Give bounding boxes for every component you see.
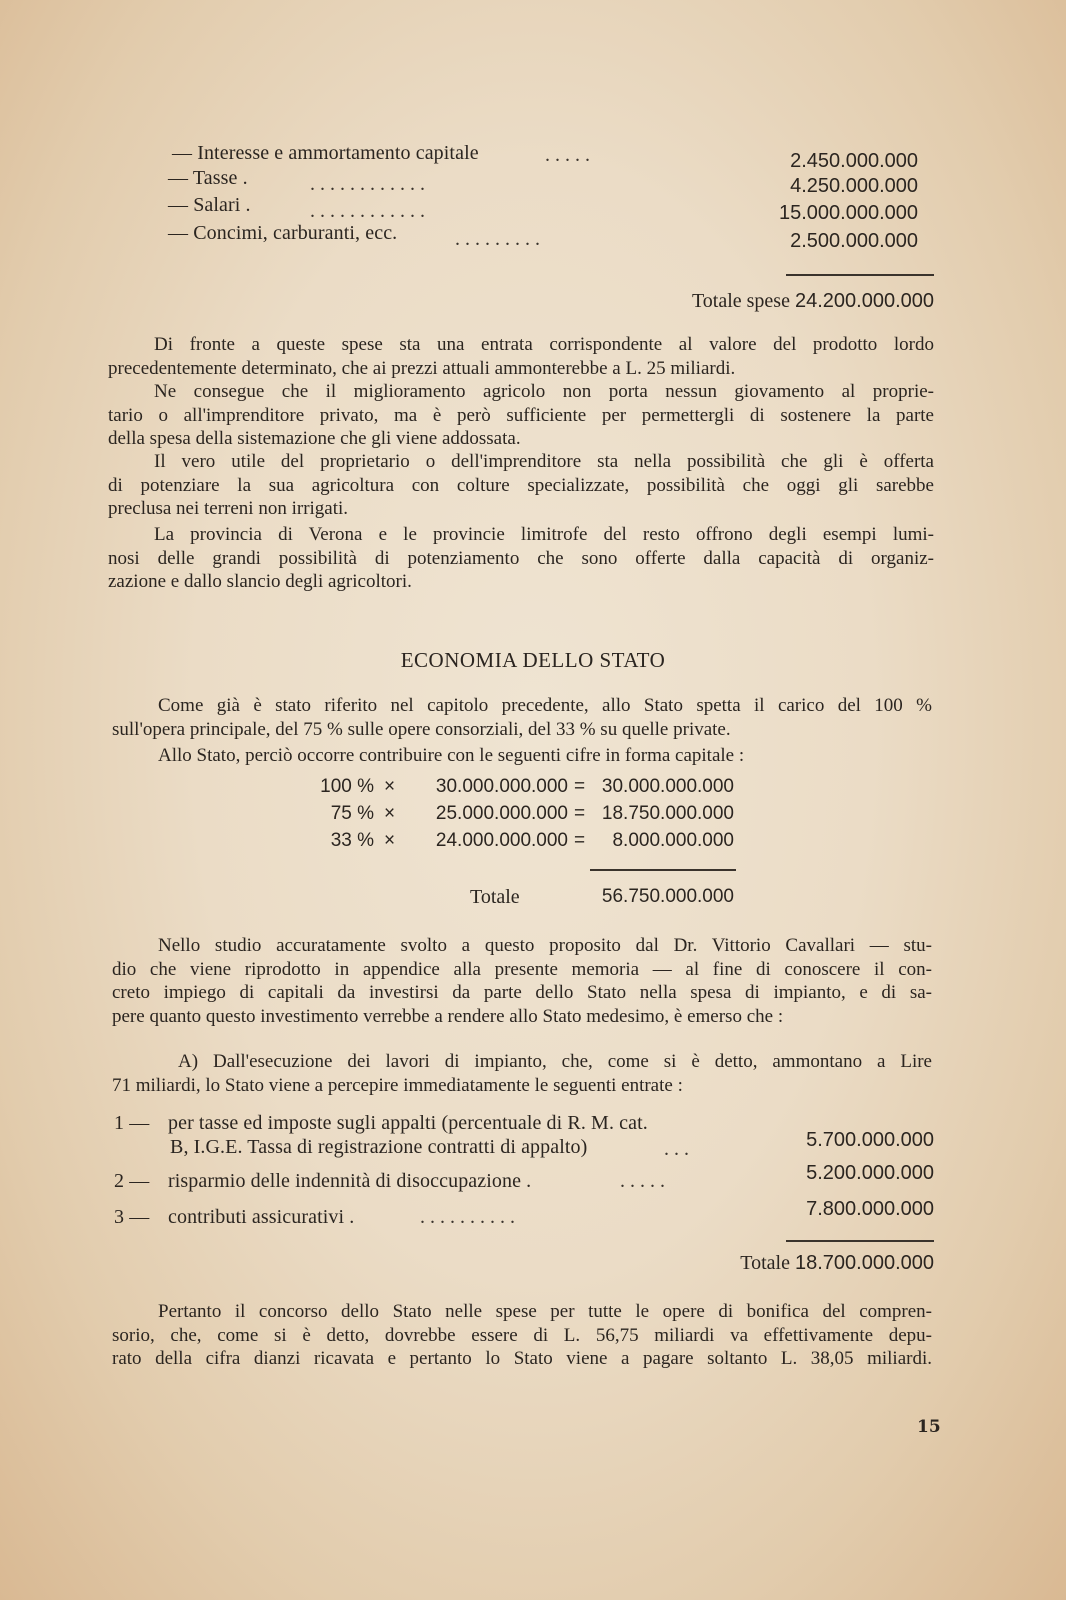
total-label: Totale	[470, 886, 520, 908]
text-line: preclusa nei terreni non irrigati.	[108, 498, 349, 519]
text-line: Allo Stato, perciò occorre contribuire con le seguenti cifre in forma capitale :	[158, 745, 745, 766]
expense-label: — Concimi, carburanti, ecc.	[168, 222, 398, 244]
text-line: Come già è stato riferito nel capitolo precedente, allo Stato spetta il carico del 100 %	[158, 695, 932, 716]
calc-result: 30.000.000.000	[601, 776, 734, 797]
times-sign: ×	[384, 830, 396, 851]
text-line: di potenziare la sua agricoltura con colture specializzate, possibilità che oggi gli sarebbe	[108, 474, 934, 496]
text-line: A) Dall'esecuzione dei lavori di impianto, che, come si è detto, ammontano a Lire	[178, 1051, 932, 1072]
text-line: dio che viene riprodotto in appendice alla presente memoria — al fine di conoscere il con-	[112, 958, 932, 980]
revenue-label: contributi assicurativi .	[168, 1206, 355, 1228]
revenue-total	[740, 1252, 934, 1275]
section-heading: ECONOMIA DELLO STATO	[400, 648, 666, 672]
paragraph	[112, 1300, 932, 1371]
revenue-amount: 5.700.000.000	[806, 1129, 934, 1151]
revenue-amount: 5.200.000.000	[806, 1162, 934, 1184]
text-line: sorio, che, come si è detto, dovrebbe essere di L. 56,75 miliardi va effettivamente depu-	[112, 1324, 932, 1346]
text-line: nosi delle grandi possibilità di potenziamento che sono offerte dalla capacità di organiz-	[108, 547, 934, 569]
text-line: La provincia di Verona e le provincie limitrofe del resto offrono degli esempi lumi-	[154, 524, 934, 545]
times-sign: ×	[384, 776, 396, 797]
revenue-amount: 7.800.000.000	[806, 1198, 934, 1220]
text-line: creto impiego di capitali da investirsi da parte dello Stato nella spesa di impianto, e di sa-	[112, 982, 932, 1003]
text-line: pere quanto questo investimento verrebbe a rendere allo Stato medesimo, è emerso che :	[112, 1005, 784, 1027]
text-line: Nello studio accuratamente svolto a questo proposito dal Dr. Vittorio Cavallari — stu-	[158, 935, 932, 956]
calc-percent: 33 %	[330, 830, 374, 851]
revenue-row	[0, 1198, 1066, 1231]
expense-amount: 4.250.000.000	[790, 175, 918, 197]
equals-sign: =	[574, 803, 586, 824]
revenue-row	[0, 1112, 1066, 1162]
expense-amount: 2.500.000.000	[790, 230, 918, 252]
text-line: 71 miliardi, lo Stato viene a percepire immediatamente le seguenti entrate :	[112, 1074, 683, 1096]
equals-sign: =	[574, 830, 586, 851]
times-sign: ×	[384, 803, 396, 824]
text-line: sull'opera principale, del 75 % sulle opere consorziali, del 33 % su quelle private.	[112, 718, 731, 740]
text-line: zazione e dallo slancio degli agricoltori.	[108, 571, 412, 592]
total-amount: 56.750.000.000	[601, 886, 734, 907]
calc-result: 8.000.000.000	[612, 830, 734, 851]
calc-base: 24.000.000.000	[435, 830, 568, 851]
leader-dots: . . . . . . . . . . . .	[310, 173, 425, 195]
page-number: 15	[917, 1417, 941, 1437]
revenue-label: risparmio delle indennità di disoccupazione .	[168, 1170, 532, 1192]
total-rule	[786, 1240, 934, 1242]
revenue-row	[0, 1162, 1066, 1193]
text-line: Di fronte a queste spese sta una entrata corrispondente al valore del prodotto lordo	[154, 334, 934, 355]
total-amount: 24.200.000.000	[794, 290, 934, 312]
leader-dots: . . . . . . . . . . . .	[310, 200, 425, 222]
text-line: Ne consegue che il miglioramento agricolo non porta nessun giovamento al proprie-	[154, 381, 934, 402]
equals-sign: =	[574, 776, 586, 797]
calc-result: 18.750.000.000	[601, 803, 734, 824]
revenue-label: per tasse ed imposte sugli appalti (percentuale di R. M. cat.	[168, 1112, 648, 1134]
text-line: rato della cifra dianzi ricavata e pertanto lo Stato viene a pagare soltanto L. 38,05 miliardi.	[112, 1348, 932, 1369]
total-label: Totale	[740, 1252, 790, 1274]
total-amount: 18.700.000.000	[794, 1252, 934, 1274]
text-line: precedentemente determinato, che ai prezzi attuali ammonterebbe a L. 25 miliardi.	[108, 357, 736, 379]
item-number: 2 —	[114, 1170, 150, 1192]
leader-dots: . . . . . . . . .	[455, 228, 540, 250]
total-label: Totale spese	[691, 290, 790, 312]
expense-label: — Salari .	[168, 194, 251, 216]
expense-amount: 2.450.000.000	[790, 150, 918, 172]
item-number: 3 —	[114, 1206, 150, 1228]
leader-dots: . . . . .	[620, 1170, 665, 1192]
text-line: tario o all'imprenditore privato, ma è però sufficiente per permettergli di sostenere la parte	[108, 404, 934, 426]
text-line: della spesa della sistemazione che gli viene addossata.	[108, 428, 521, 449]
leader-dots: . . .	[664, 1138, 689, 1160]
calc-percent: 100 %	[320, 776, 374, 797]
expense-amount: 15.000.000.000	[778, 202, 918, 224]
calc-base: 25.000.000.000	[435, 803, 568, 824]
text-line: Pertanto il concorso dello Stato nelle spese per tutte le opere di bonifica del compren-	[158, 1301, 932, 1322]
expense-label: — Tasse .	[168, 167, 248, 189]
calc-base: 30.000.000.000	[435, 776, 568, 797]
calc-percent: 75 %	[330, 803, 374, 824]
leader-dots: . . . . .	[545, 144, 590, 166]
revenue-label-cont: B, I.G.E. Tassa di registrazione contratti di appalto)	[170, 1136, 588, 1158]
leader-dots: . . . . . . . . . .	[420, 1206, 515, 1228]
text-line: Il vero utile del proprietario o dell'imprenditore sta nella possibilità che gli è offerta	[154, 451, 934, 472]
item-number: 1 —	[114, 1112, 150, 1134]
expense-label: — Interesse e ammortamento capitale	[172, 142, 479, 164]
